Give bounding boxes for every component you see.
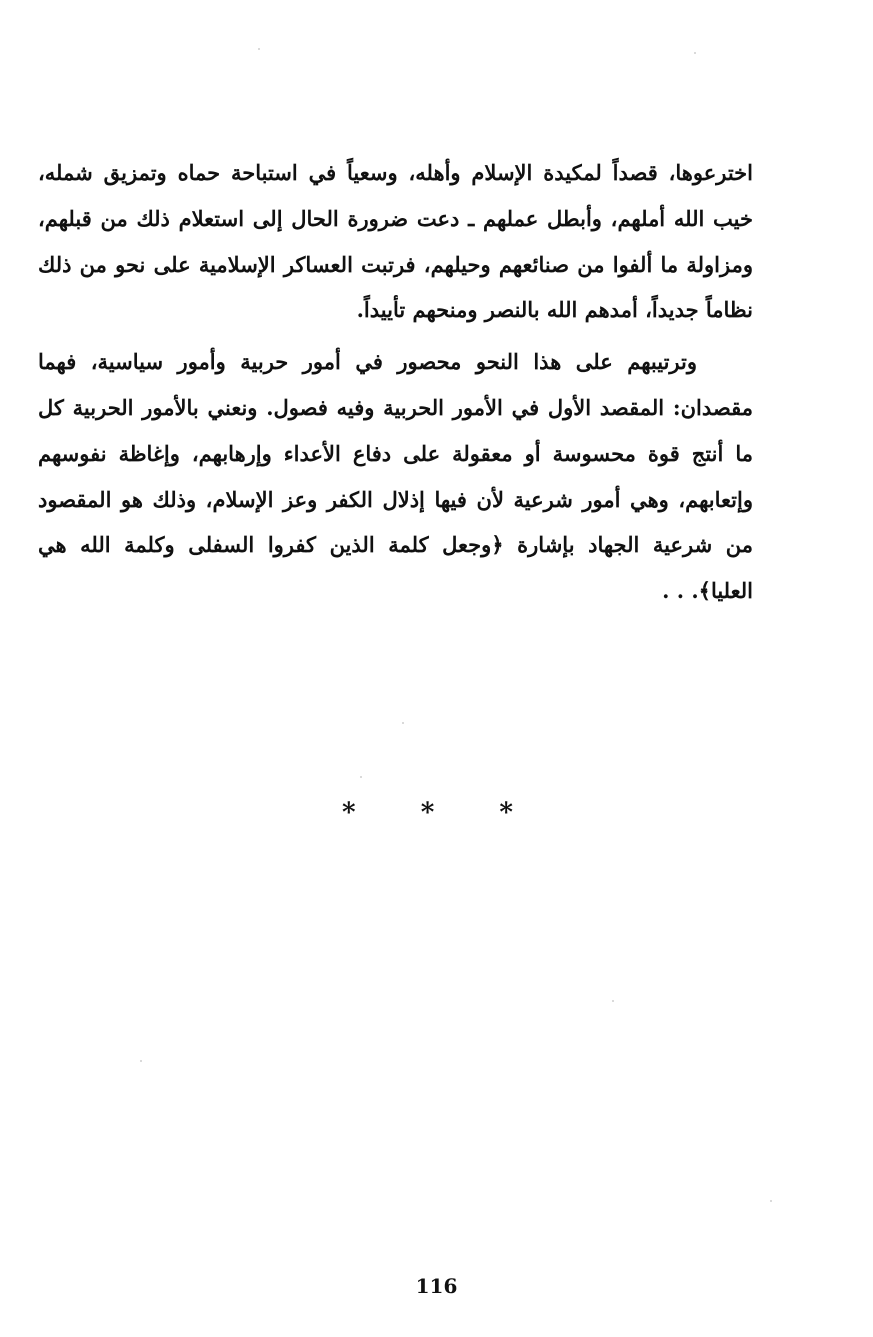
body-text: [38, 150, 753, 614]
scan-speck: [612, 1000, 614, 1002]
page-number: 116: [415, 1274, 458, 1298]
paragraph-2: وترتيبهم على هذا النحو محصور في أمور حربية وأمور سياسية، فهما مقصدان: المقصد الأول في الأمور الحربية وفيه فصول. ونعني بالأمور الحربية كل ما أنتج قوة محسوسة أو معقولة على دفاع الأعداء وإرهابهم، وإغاظة نفوسهم وإتعابهم، وهي أمور شرعية لأن فيها إذلال الكفر وعز الإسلام، وذلك هو المقصود من شرعية الجهاد بإشارة ﴿وجعل كلمة الذين كفروا السفلى وكلمة الله هي العليا﴾. . .: [38, 349, 753, 604]
scan-speck: [258, 48, 260, 50]
scan-speck: [140, 1060, 142, 1062]
paragraph-1: اخترعوها، قصداً لمكيدة الإسلام وأهله، وسعياً في استباحة حماه وتمزيق شمله، خيب الله أملهم، وأبطل عملهم ـ دعت ضرورة الحال إلى استعلام ذلك من قبلهم، ومزاولة ما ألفوا من صنائعهم وحيلهم، فرتبت العساكر الإسلامية على نحو من ذلك نظاماً جديداً، أمدهم الله بالنصر ومنحهم تأييداً.: [38, 160, 753, 323]
scan-speck: [360, 776, 362, 778]
separator-star: *: [420, 798, 453, 828]
separator-star: *: [499, 798, 531, 828]
section-separator: [0, 798, 873, 828]
scan-speck: [770, 1200, 772, 1202]
scan-speck: [402, 722, 404, 724]
scan-speck: [694, 52, 696, 54]
separator-star: *: [342, 798, 374, 828]
